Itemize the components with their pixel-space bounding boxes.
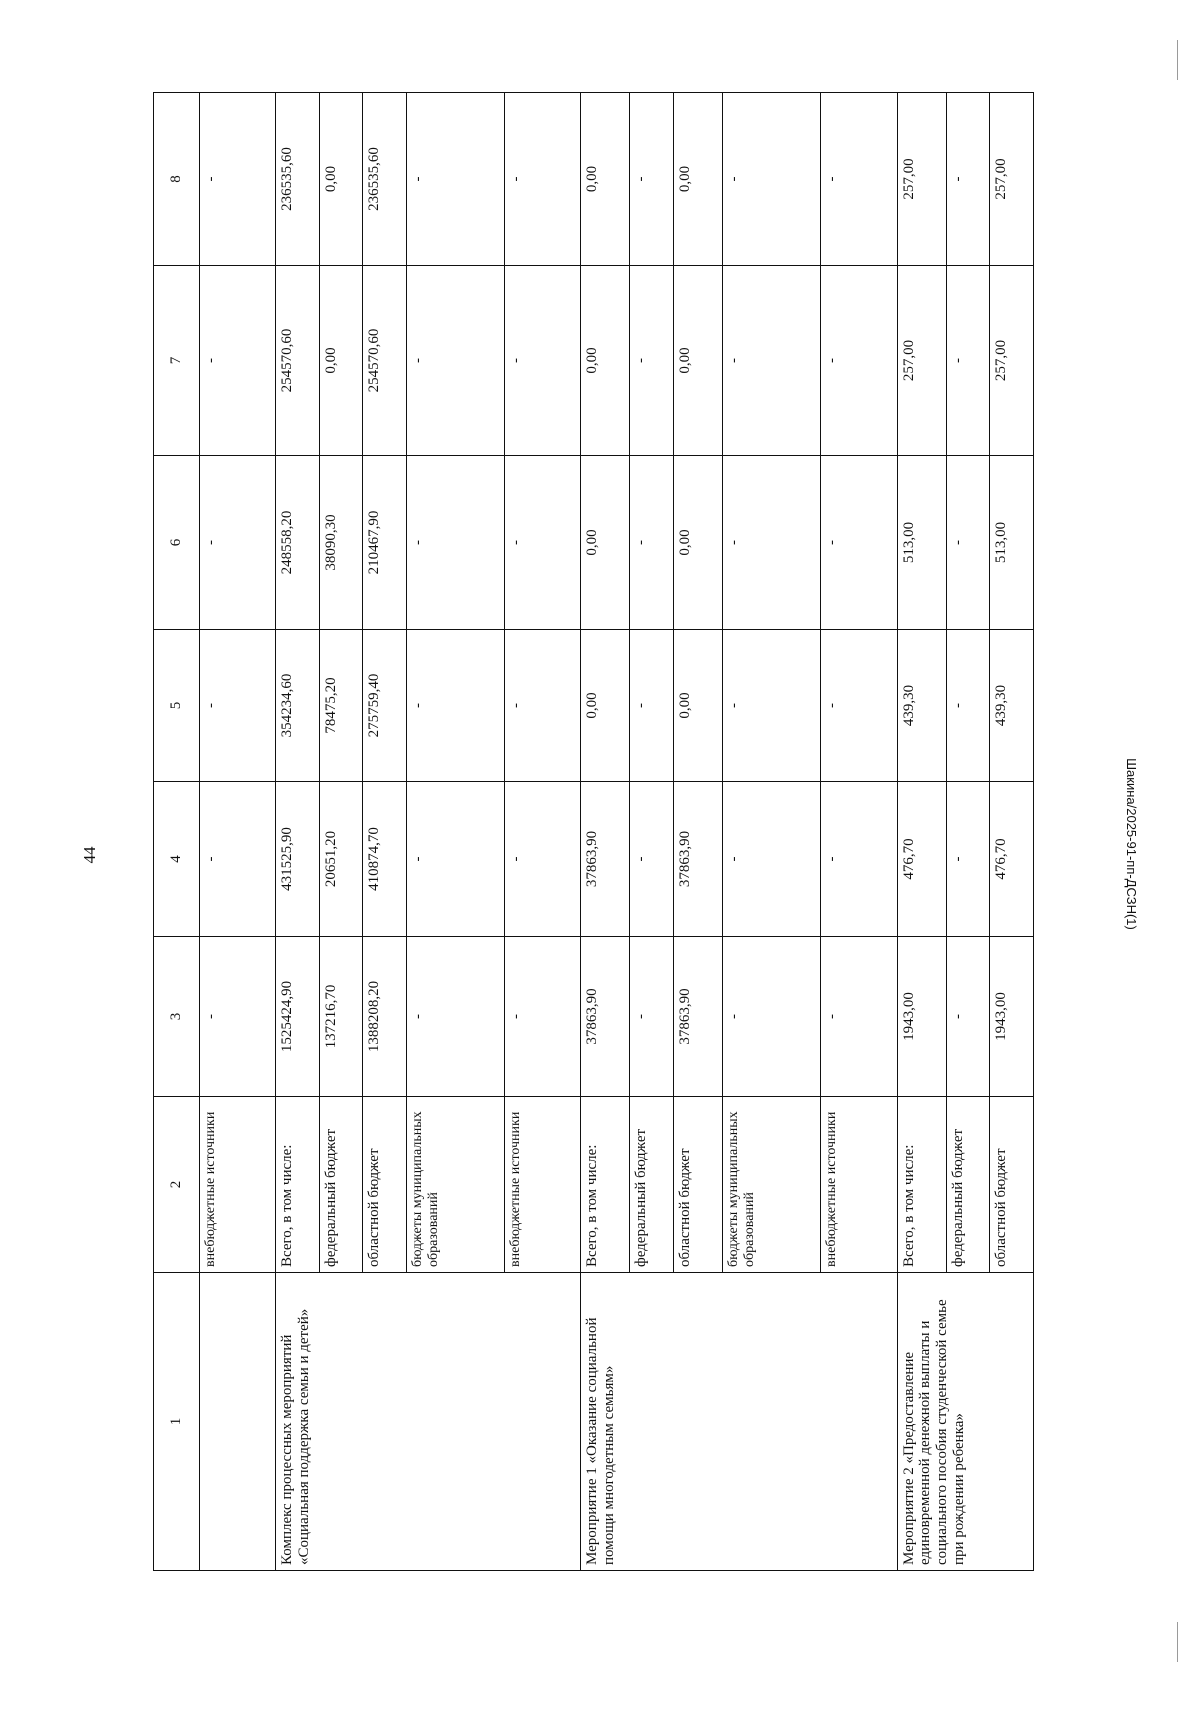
cell-value: - — [199, 782, 275, 937]
table-row — [897, 93, 946, 1571]
cell-value: - — [821, 93, 897, 266]
cell-value: 254570,60 — [363, 266, 407, 456]
cell-value: 513,00 — [990, 456, 1034, 630]
cell-value: - — [406, 456, 504, 630]
cell-value: 0,00 — [674, 630, 723, 782]
cell-value: - — [946, 456, 990, 630]
cell-value: - — [821, 782, 897, 937]
cell-value: - — [199, 93, 275, 266]
cell-value: - — [406, 782, 504, 937]
cell-value: 236535,60 — [276, 93, 320, 266]
cell-value: - — [630, 266, 674, 456]
cell-value: 0,00 — [319, 93, 363, 266]
cell-value: - — [723, 456, 821, 630]
cell-name: Мероприятие 1 «Оказание социальной помощи многодетным семьям» — [581, 1273, 897, 1571]
cell-source: областной бюджет — [363, 1097, 407, 1273]
cell-value: 439,30 — [990, 630, 1034, 782]
cell-value: - — [630, 630, 674, 782]
cell-value: 1943,00 — [990, 937, 1034, 1097]
cell-value: 37863,90 — [674, 782, 723, 937]
cell-value: 354234,60 — [276, 630, 320, 782]
cell-value: - — [199, 937, 275, 1097]
cell-source: областной бюджет — [674, 1097, 723, 1273]
cell-value: - — [946, 937, 990, 1097]
cell-value: 0,00 — [674, 93, 723, 266]
cell-value: 0,00 — [674, 266, 723, 456]
cell-value: 410874,70 — [363, 782, 407, 937]
cell-value: 439,30 — [897, 630, 946, 782]
cell-value: - — [199, 266, 275, 456]
cell-value: - — [723, 782, 821, 937]
cell-source: Всего, в том числе: — [581, 1097, 630, 1273]
cell-value: 257,00 — [897, 266, 946, 456]
cell-value: 257,00 — [990, 266, 1034, 456]
cell-source: Всего, в том числе: — [897, 1097, 946, 1273]
cell-value: - — [946, 782, 990, 937]
header-cell: 6 — [154, 456, 200, 630]
cell-value: - — [630, 937, 674, 1097]
cell-value: 0,00 — [319, 266, 363, 456]
cell-source: федеральный бюджет — [319, 1097, 363, 1273]
budget-table — [153, 92, 1034, 1571]
cell-value: - — [723, 93, 821, 266]
cell-name: Комплекс процессных мероприятий «Социальная поддержка семьи и детей» — [276, 1273, 581, 1571]
cell-name — [199, 1273, 275, 1571]
cell-value: 0,00 — [581, 93, 630, 266]
cell-value: - — [505, 93, 581, 266]
cell-value: - — [821, 456, 897, 630]
cell-value: 1525424,90 — [276, 937, 320, 1097]
cell-value: 1943,00 — [897, 937, 946, 1097]
scan-mark — [1177, 40, 1178, 80]
cell-value: - — [630, 456, 674, 630]
cell-value: 20651,20 — [319, 782, 363, 937]
cell-value: 38090,30 — [319, 456, 363, 630]
cell-value: 0,00 — [581, 630, 630, 782]
table-header-row — [154, 93, 200, 1571]
cell-value: - — [946, 266, 990, 456]
cell-value: 476,70 — [990, 782, 1034, 937]
table-row — [199, 93, 275, 1571]
cell-source: федеральный бюджет — [630, 1097, 674, 1273]
cell-source: областной бюджет — [990, 1097, 1034, 1273]
cell-value: 513,00 — [897, 456, 946, 630]
cell-value: - — [723, 937, 821, 1097]
cell-value: 257,00 — [897, 93, 946, 266]
cell-value: - — [630, 782, 674, 937]
cell-value: - — [406, 630, 504, 782]
cell-value: 257,00 — [990, 93, 1034, 266]
cell-value: - — [505, 266, 581, 456]
cell-value: - — [723, 630, 821, 782]
cell-value: 137216,70 — [319, 937, 363, 1097]
cell-value: 37863,90 — [674, 937, 723, 1097]
document-id-footer: Шакина/2025-91-пп-ДСЗН(1) — [1124, 758, 1139, 930]
cell-value: 0,00 — [581, 456, 630, 630]
cell-value: 431525,90 — [276, 782, 320, 937]
cell-value: - — [199, 456, 275, 630]
cell-value: - — [821, 630, 897, 782]
cell-value: - — [821, 937, 897, 1097]
cell-value: 78475,20 — [319, 630, 363, 782]
cell-source: Всего, в том числе: — [276, 1097, 320, 1273]
cell-value: 254570,60 — [276, 266, 320, 456]
table-row — [276, 93, 320, 1571]
cell-value: - — [946, 93, 990, 266]
cell-value: 1388208,20 — [363, 937, 407, 1097]
cell-value: - — [505, 630, 581, 782]
cell-value: 37863,90 — [581, 782, 630, 937]
header-cell: 2 — [154, 1097, 200, 1273]
scan-mark — [1177, 1622, 1178, 1662]
header-cell: 3 — [154, 937, 200, 1097]
cell-value: - — [723, 266, 821, 456]
cell-value: - — [505, 782, 581, 937]
cell-source: бюджеты муниципальных образований — [723, 1097, 821, 1273]
cell-value: 236535,60 — [363, 93, 407, 266]
cell-value: 210467,90 — [363, 456, 407, 630]
cell-value: - — [630, 93, 674, 266]
header-cell: 4 — [154, 782, 200, 937]
cell-value: - — [406, 266, 504, 456]
cell-value: 0,00 — [674, 456, 723, 630]
cell-value: 476,70 — [897, 782, 946, 937]
cell-value: - — [505, 937, 581, 1097]
cell-source: внебюджетные источники — [505, 1097, 581, 1273]
cell-name: Мероприятие 2 «Предоставление единовременной денежной выплаты и социального пособия студенческой семье при рождении ребенка» — [897, 1273, 1033, 1571]
cell-value: - — [946, 630, 990, 782]
cell-value: - — [406, 93, 504, 266]
cell-source: внебюджетные источники — [821, 1097, 897, 1273]
page-number: 44 — [80, 846, 99, 864]
header-cell: 7 — [154, 266, 200, 456]
rotated-table-container — [153, 93, 1034, 1571]
header-cell: 1 — [154, 1273, 200, 1571]
cell-value: - — [199, 630, 275, 782]
cell-value: 248558,20 — [276, 456, 320, 630]
cell-source: внебюджетные источники — [199, 1097, 275, 1273]
header-cell: 8 — [154, 93, 200, 266]
header-cell: 5 — [154, 630, 200, 782]
cell-value: 0,00 — [581, 266, 630, 456]
cell-source: бюджеты муниципальных образований — [406, 1097, 504, 1273]
cell-source: федеральный бюджет — [946, 1097, 990, 1273]
cell-value: 275759,40 — [363, 630, 407, 782]
cell-value: - — [505, 456, 581, 630]
cell-value: 37863,90 — [581, 937, 630, 1097]
cell-value: - — [406, 937, 504, 1097]
cell-value: - — [821, 266, 897, 456]
table-row — [581, 93, 630, 1571]
